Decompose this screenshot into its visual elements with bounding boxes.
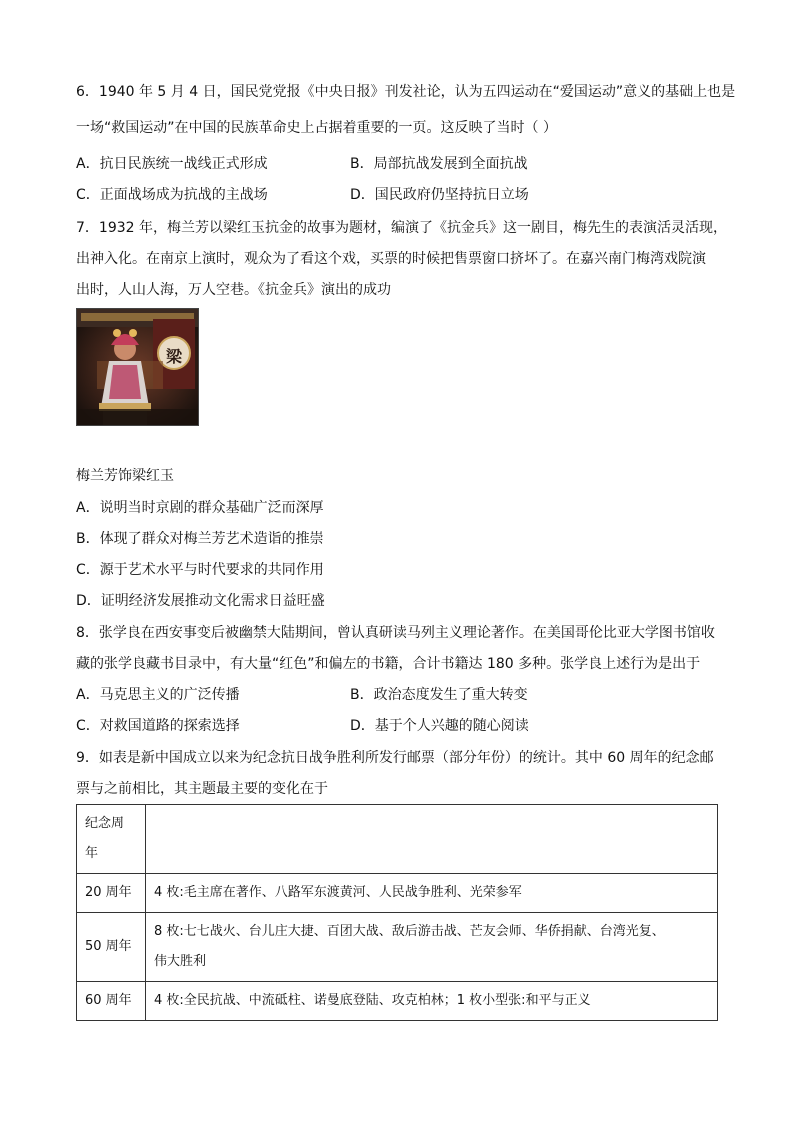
table-header-col1-line2: 年 (85, 846, 99, 861)
table-cell-content-line1: 8 枚:七七战火、台儿庄大捷、百团大战、敌后游击战、芒友会师、华侨捐献、台湾光复、 (154, 924, 665, 939)
q8-stem-line1: 8．张学良在西安事变后被幽禁大陆期间，曾认真研读马列主义理论著作。在美国哥伦比亚大学图书馆收 (76, 625, 715, 641)
table-row (77, 913, 718, 982)
q7-option-c: C．源于艺术水平与时代要求的共同作用 (76, 562, 324, 578)
q7-stem-line1: 7．1932 年，梅兰芳以梁红玉抗金的故事为题材，编演了《抗金兵》这一剧目，梅先生的表演活灵活现， (76, 220, 727, 236)
q7-option-d: D．证明经济发展推动文化需求日益旺盛 (76, 593, 325, 609)
table-cell-content-line2: 伟大胜利 (154, 954, 207, 969)
q6-option-c: C．正面战场成为抗战的主战场 (76, 187, 268, 203)
q7-stem-line2: 出神入化。在南京上演时，观众为了看这个戏，买票的时候把售票窗口挤坏了。在嘉兴南门梅湾戏院演 (76, 251, 706, 267)
table-row (77, 982, 718, 1021)
photo-sign-text: 梁 (166, 347, 183, 366)
q7-stem-line3: 出时，人山人海，万人空巷。《抗金兵》演出的成功 (76, 282, 391, 298)
q6-stem-line2: 一场“救国运动”在中国的民族革命史上占据着重要的一页。这反映了当时（ ） (76, 120, 557, 136)
q7-option-a: A．说明当时京剧的群众基础广泛而深厚 (76, 500, 324, 516)
q8-option-d: D．基于个人兴趣的随心阅读 (350, 718, 529, 734)
meilanfang-illustration (77, 309, 198, 425)
q7-option-b: B．体现了群众对梅兰芳艺术造诣的推崇 (76, 531, 324, 547)
q8-option-c: C．对救国道路的探索选择 (76, 718, 240, 734)
table-cell-content (146, 913, 718, 982)
table-cell-content: 4 枚:全民抗战、中流砥柱、诺曼底登陆、攻克柏林；1 枚小型张:和平与正义 (146, 982, 718, 1021)
q8-stem-line2: 藏的张学良藏书目录中，有大量“红色”和偏左的书籍，合计书籍达 180 多种。张学良上述行为是出于 (76, 656, 701, 672)
q9-stem-line1: 9．如表是新中国成立以来为纪念抗日战争胜利所发行邮票（部分年份）的统计。其中 60 周年的纪念邮 (76, 750, 714, 766)
table-header-col2 (146, 805, 718, 874)
table-header-col1 (77, 805, 146, 874)
table-row (77, 874, 718, 913)
table-header-row (77, 805, 718, 874)
q6-option-a: A．抗日民族统一战线正式形成 (76, 156, 268, 172)
table-cell-year: 50 周年 (77, 913, 146, 982)
table-cell-year: 20 周年 (77, 874, 146, 913)
q9-stem-line2: 票与之前相比，其主题最主要的变化在于 (76, 781, 328, 797)
stamp-stats-table (76, 804, 718, 1021)
q8-option-a: A．马克思主义的广泛传播 (76, 687, 240, 703)
q8-option-b: B．政治态度发生了重大转变 (350, 687, 528, 703)
q6-option-b: B．局部抗战发展到全面抗战 (350, 156, 528, 172)
photo-caption: 梅兰芳饰梁红玉 (76, 468, 174, 484)
q6-option-d: D．国民政府仍坚持抗日立场 (350, 187, 529, 203)
table-header-col1-line1: 纪念周 (85, 816, 125, 831)
meilanfang-photo (76, 308, 199, 426)
table-cell-year: 60 周年 (77, 982, 146, 1021)
q6-stem-line1: 6．1940 年 5 月 4 日，国民党党报《中央日报》刊发社论，认为五四运动在“爱国运动”意义的基础上也是 (76, 84, 736, 100)
table-cell-content: 4 枚:毛主席在著作、八路军东渡黄河、人民战争胜利、光荣参军 (146, 874, 718, 913)
